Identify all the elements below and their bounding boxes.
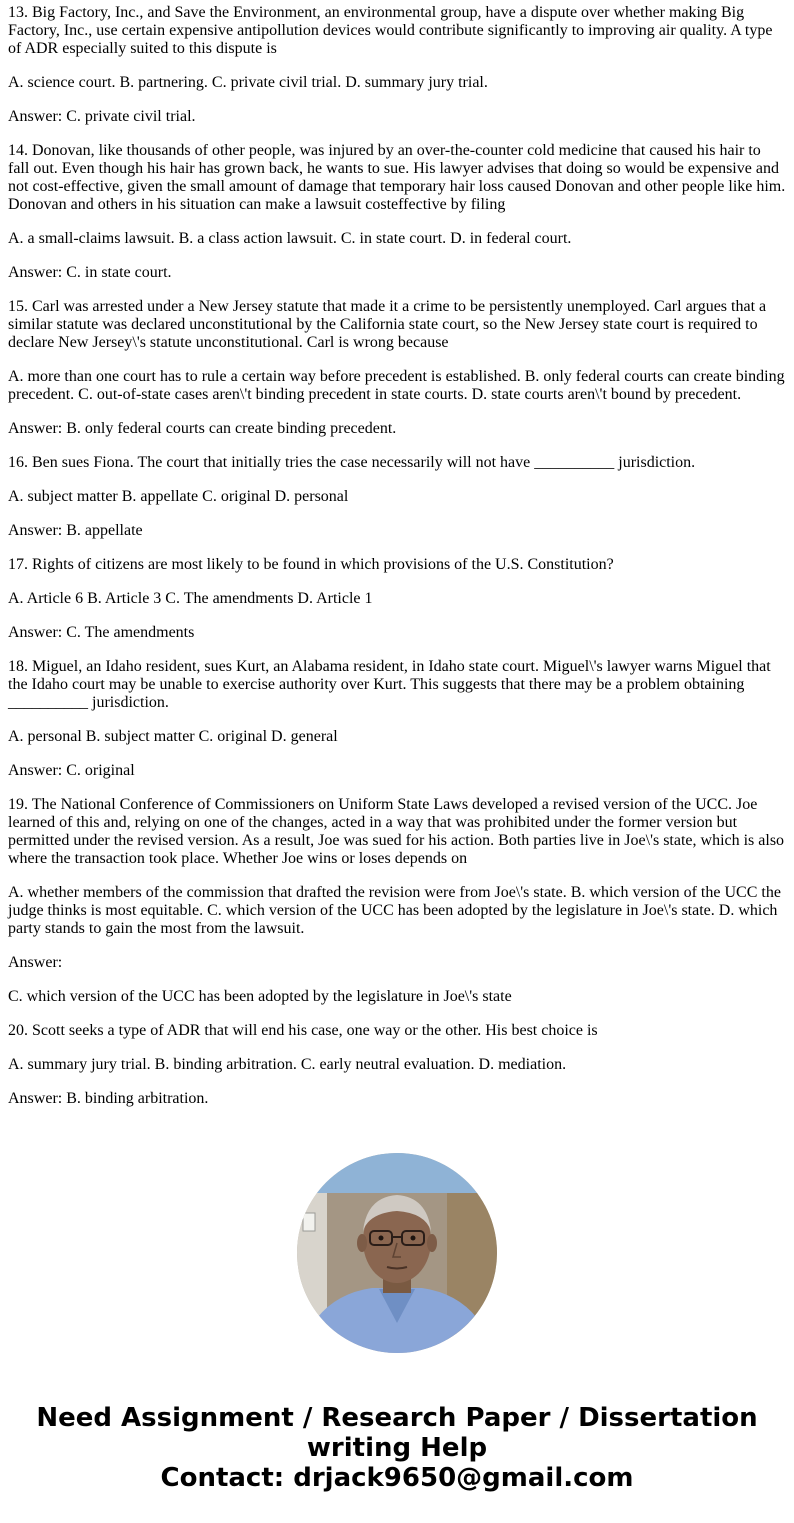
options-19: A. whether members of the commission that drafted the revision were from Joe\'s state. B. which version of the UCC the judge thinks is most equitable. C. which version of the UCC has been adopted by the legislature in Joe\'s state. D. which party stands to gain the most from the lawsuit. <box>8 884 781 937</box>
options-18: A. personal B. subject matter C. original D. general <box>8 728 338 745</box>
question-15: 15. Carl was arrested under a New Jersey statute that made it a crime to be persistently unemployed. Carl argues that a similar statute was declared unconstitutional by the California state court, so the New Jersey state court is required to declare New Jersey\'s statute unconstitutional. Carl is wrong because <box>8 298 767 351</box>
question-18: 18. Miguel, an Idaho resident, sues Kurt, an Alabama resident, in Idaho state court. Miguel\'s lawyer warns Miguel that the Idaho court may be unable to exercise authority over Kurt. This suggests that there may be a problem obtaining __________ jurisdiction. <box>8 658 771 711</box>
author-portrait <box>297 1153 497 1353</box>
author-avatar <box>297 1153 497 1353</box>
options-13: A. science court. B. partnering. C. private civil trial. D. summary jury trial. <box>8 74 488 91</box>
question-16: 16. Ben sues Fiona. The court that initially tries the case necessarily will not have __________ jurisdiction. <box>8 454 696 471</box>
answer-20: Answer: B. binding arbitration. <box>8 1090 209 1107</box>
options-20: A. summary jury trial. B. binding arbitration. C. early neutral evaluation. D. mediation. <box>8 1056 567 1073</box>
options-15: A. more than one court has to rule a certain way before precedent is established. B. only federal courts can create binding precedent. C. out-of-state cases aren\'t binding precedent in state courts. D. state courts aren\'t bound by precedent. <box>8 368 785 403</box>
question-20: 20. Scott seeks a type of ADR that will end his case, one way or the other. His best choice is <box>8 1022 598 1039</box>
answer-16: Answer: B. appellate <box>8 522 143 539</box>
answer-14: Answer: C. in state court. <box>8 264 172 281</box>
question-14: 14. Donovan, like thousands of other people, was injured by an over-the-counter cold medicine that caused his hair to fall out. Even though his hair has grown back, he wants to sue. His lawyer advises that doing so would be expensive and not cost-effective, given the small amount of damage that temporary hair loss caused Donovan and other people like him. Donovan and others in his situation can make a lawsuit costeffective by filing <box>8 142 786 213</box>
answer-13: Answer: C. private civil trial. <box>8 108 196 125</box>
answer-18: Answer: C. original <box>8 762 135 779</box>
qa-document <box>8 4 786 1124</box>
options-16: A. subject matter B. appellate C. original D. personal <box>8 488 349 505</box>
answer-15: Answer: B. only federal courts can create binding precedent. <box>8 420 397 437</box>
options-14: A. a small-claims lawsuit. B. a class action lawsuit. C. in state court. D. in federal court. <box>8 230 572 247</box>
question-13: 13. Big Factory, Inc., and Save the Environment, an environmental group, have a dispute over whether making Big Factory, Inc., use certain expensive antipollution devices would contribute significantly to improving air quality. A type of ADR especially suited to this dispute is <box>8 4 773 57</box>
question-19: 19. The National Conference of Commissioners on Uniform State Laws developed a revised version of the UCC. Joe learned of this and, relying on one of the changes, acted in a way that was prohibited under the former version but permitted under the revised version. As a result, Joe was sued for his action. Both parties live in Joe\'s state, which is also where the transaction took place. Whether Joe wins or loses depends on <box>8 796 785 867</box>
promo-banner <box>0 1403 794 1493</box>
answer-label-19: Answer: <box>8 954 63 971</box>
promo-headline: Need Assignment / Research Paper / Dissertation writing Help <box>36 1403 758 1463</box>
options-17: A. Article 6 B. Article 3 C. The amendments D. Article 1 <box>8 590 373 607</box>
answer-17: Answer: C. The amendments <box>8 624 195 641</box>
promo-contact: Contact: drjack9650@gmail.com <box>160 1463 634 1493</box>
answer-19: C. which version of the UCC has been adopted by the legislature in Joe\'s state <box>8 988 512 1005</box>
question-17: 17. Rights of citizens are most likely to be found in which provisions of the U.S. Constitution? <box>8 556 614 573</box>
